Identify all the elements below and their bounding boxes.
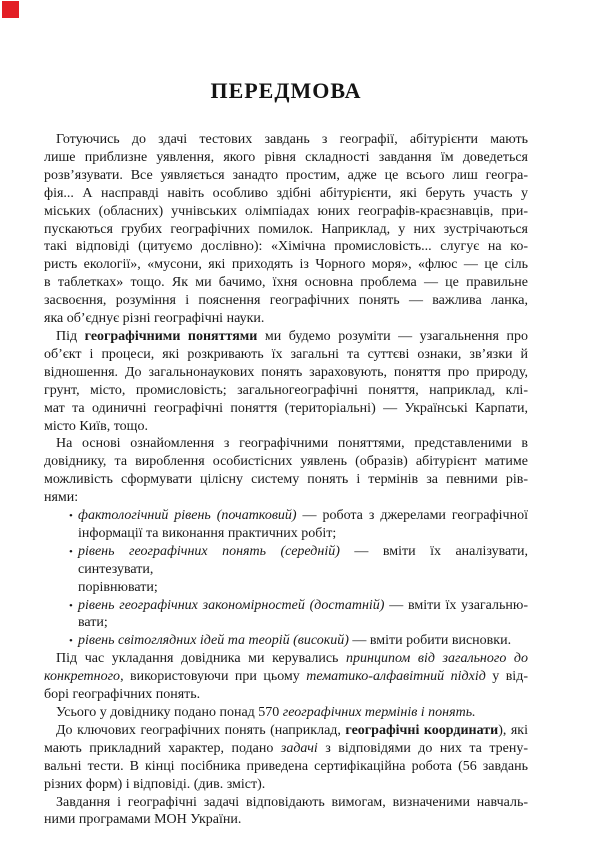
text-line <box>44 203 528 221</box>
text-line <box>44 221 528 239</box>
text-line <box>44 453 528 471</box>
paragraph <box>44 722 528 794</box>
text-segment: рівень світоглядних ідей та теорій (високий) <box>78 633 349 649</box>
text-segment: грунт, місто, промисловість; загальногеографічні поняття, наприклад, клі- <box>44 382 528 398</box>
text-line <box>44 310 528 328</box>
text-line <box>78 632 528 650</box>
text-line <box>44 364 528 382</box>
text-line <box>44 149 528 167</box>
text-segment: ), які <box>498 722 528 738</box>
text-line <box>78 507 528 525</box>
text-segment: місто Київ, тощо. <box>44 418 148 434</box>
text-segment: географічними поняттями <box>84 328 258 344</box>
text-segment: різних форм) і відповіді. (див. зміст). <box>44 776 266 792</box>
text-line <box>44 382 528 400</box>
text-segment: задачі <box>280 740 318 756</box>
text-line <box>44 435 528 453</box>
text-line <box>44 668 528 686</box>
text-line <box>44 811 528 829</box>
text-line <box>44 256 528 274</box>
text-line <box>44 167 528 185</box>
text-segment: розв’язувати. Все уявляється занадто простим, адже це всього лиш геогра- <box>44 167 528 183</box>
text-segment: Під <box>56 328 85 344</box>
text-segment: фактологічний рівень (початковий) <box>78 508 297 524</box>
text-segment: географічних термінів і понять. <box>282 705 476 720</box>
text-line <box>44 274 528 292</box>
text-line <box>44 758 528 776</box>
text-segment: мат та одиничні географічні поняття (територіальні) — Українські Карпати, <box>44 400 528 416</box>
text-segment: мають прикладний характер, подано <box>44 740 281 756</box>
bullet-marker: • <box>69 635 73 648</box>
bullet-marker: • <box>69 545 73 558</box>
text-segment: — робота з джерелами географічної <box>296 508 528 524</box>
paragraph <box>44 435 528 507</box>
text-line <box>44 238 528 256</box>
list-item <box>44 543 528 597</box>
text-line <box>44 722 528 740</box>
text-segment: порівнювати; <box>78 579 158 595</box>
text-line <box>44 418 528 436</box>
text-segment: можливість сформувати цілісну систему понять і термінів за певними рів- <box>44 472 528 488</box>
text-line <box>44 292 528 310</box>
paragraph <box>44 704 528 722</box>
text-segment: Завдання і географічні задачі відповідають вимогам, визначеними навчаль- <box>56 794 528 810</box>
text-segment: Під час укладання довідника ми керувались <box>56 651 346 667</box>
text-segment: — вміти їх узагальню- <box>384 597 528 613</box>
text-line <box>78 543 528 579</box>
text-segment: у від- <box>485 669 528 685</box>
text-segment: борі географічних понять. <box>44 687 201 703</box>
text-segment: — вміти їх аналізувати, синтезувати, <box>78 543 528 577</box>
list-item <box>44 597 528 633</box>
text-segment: конкретного <box>44 669 121 685</box>
text-line <box>44 776 528 794</box>
text-segment: географічні координати <box>345 722 499 738</box>
text-segment: лише приблизне уявлення, якого рівня складності завдання їм доведеться <box>44 149 528 165</box>
text-line <box>78 597 528 615</box>
text-line <box>44 650 528 668</box>
text-segment: принципом від загального до <box>346 651 528 667</box>
text-segment: Готуючись до здачі тестових завдань з географії, абітурієнти мають <box>56 132 528 147</box>
text-segment: ми будемо розуміти — узагальнення про <box>257 328 528 344</box>
text-segment: в таблетках» тощо. Як ми бачимо, їхня основна проблема — це правильне <box>44 275 528 291</box>
text-line <box>44 686 528 704</box>
text-segment: вати; <box>78 615 108 631</box>
text-line <box>78 579 528 597</box>
page-title: ПЕРЕДМОВА <box>210 78 362 103</box>
text-segment: такі відповіді (цитуємо дослівно): «Хімічна промисловість... слугує на ко- <box>44 239 528 255</box>
text-line <box>44 704 528 722</box>
red-corner-mark <box>2 1 19 18</box>
bullet-marker: • <box>69 599 73 612</box>
paragraph <box>44 794 528 830</box>
text-segment: яка об’єднує різні географічні науки. <box>44 311 265 327</box>
text-line <box>44 346 528 364</box>
text-line <box>44 131 528 149</box>
paragraph <box>44 650 528 704</box>
text-segment: До ключових географічних понять (наприклад, <box>56 722 346 738</box>
text-segment: — вміти робити висновки. <box>348 633 512 649</box>
text-segment: довіднику, та вироблення особистісних уявлень (образів) абітурієнт матиме <box>44 454 528 470</box>
text-line <box>78 525 528 543</box>
text-line <box>44 185 528 203</box>
text-segment: рівень географічних закономірностей (достатній) <box>78 597 385 613</box>
text-segment: Усього у довіднику подано понад 570 <box>56 705 283 720</box>
text-line <box>44 794 528 812</box>
text-segment: з відповідями до них та трену- <box>317 740 529 756</box>
text-segment: відношення. До загальнонаукових понять зараховують, поняття про природу, <box>44 364 528 380</box>
text-segment: об’єкт і процеси, які розкривають їх загальні та суттєві ознаки, зв’язки й <box>44 346 528 362</box>
text-segment: засвоєння, розуміння і пояснення географічних понять — важлива ланка, <box>44 293 528 309</box>
text-segment: На основі ознайомлення з географічними поняттями, представленими в <box>56 436 528 452</box>
text-segment: рівень географічних понять (середній) <box>78 543 340 559</box>
text-segment: міських (обласних) учнівських олімпіадах юних географів-краєзнавців, при- <box>44 203 528 219</box>
text-line <box>44 471 528 489</box>
text-segment: інформації та виконання практичних робіт; <box>78 525 337 541</box>
list-item <box>44 507 528 543</box>
bullet-marker: • <box>69 510 73 523</box>
text-line <box>44 400 528 418</box>
text-segment: ристь екології», «мусони, які приходять із Чорного моря», «флюс — це сіль <box>44 257 528 273</box>
text-line <box>44 489 528 507</box>
text-segment: вальні тести. В кінці посібника приведена сертифікаційна робота (56 завдань <box>44 758 528 774</box>
page-body <box>44 131 528 829</box>
text-segment: ними програмами МОН України. <box>44 812 242 828</box>
paragraph <box>44 328 528 435</box>
paragraph <box>44 131 528 328</box>
text-segment: фія... А насправді навіть особливо здібні абітурієнти, які беруть участь у <box>44 185 528 201</box>
text-segment: , використовуючи при цьому <box>120 669 307 685</box>
text-line <box>78 614 528 632</box>
text-segment: нями: <box>44 490 79 506</box>
text-line <box>44 740 528 758</box>
text-line <box>44 328 528 346</box>
text-segment: тематико-алфавітний підхід <box>306 669 486 685</box>
list-item <box>44 632 528 650</box>
text-segment: пускаються грубих географічних помилок. Наприклад, у них зустрічаються <box>44 221 528 237</box>
